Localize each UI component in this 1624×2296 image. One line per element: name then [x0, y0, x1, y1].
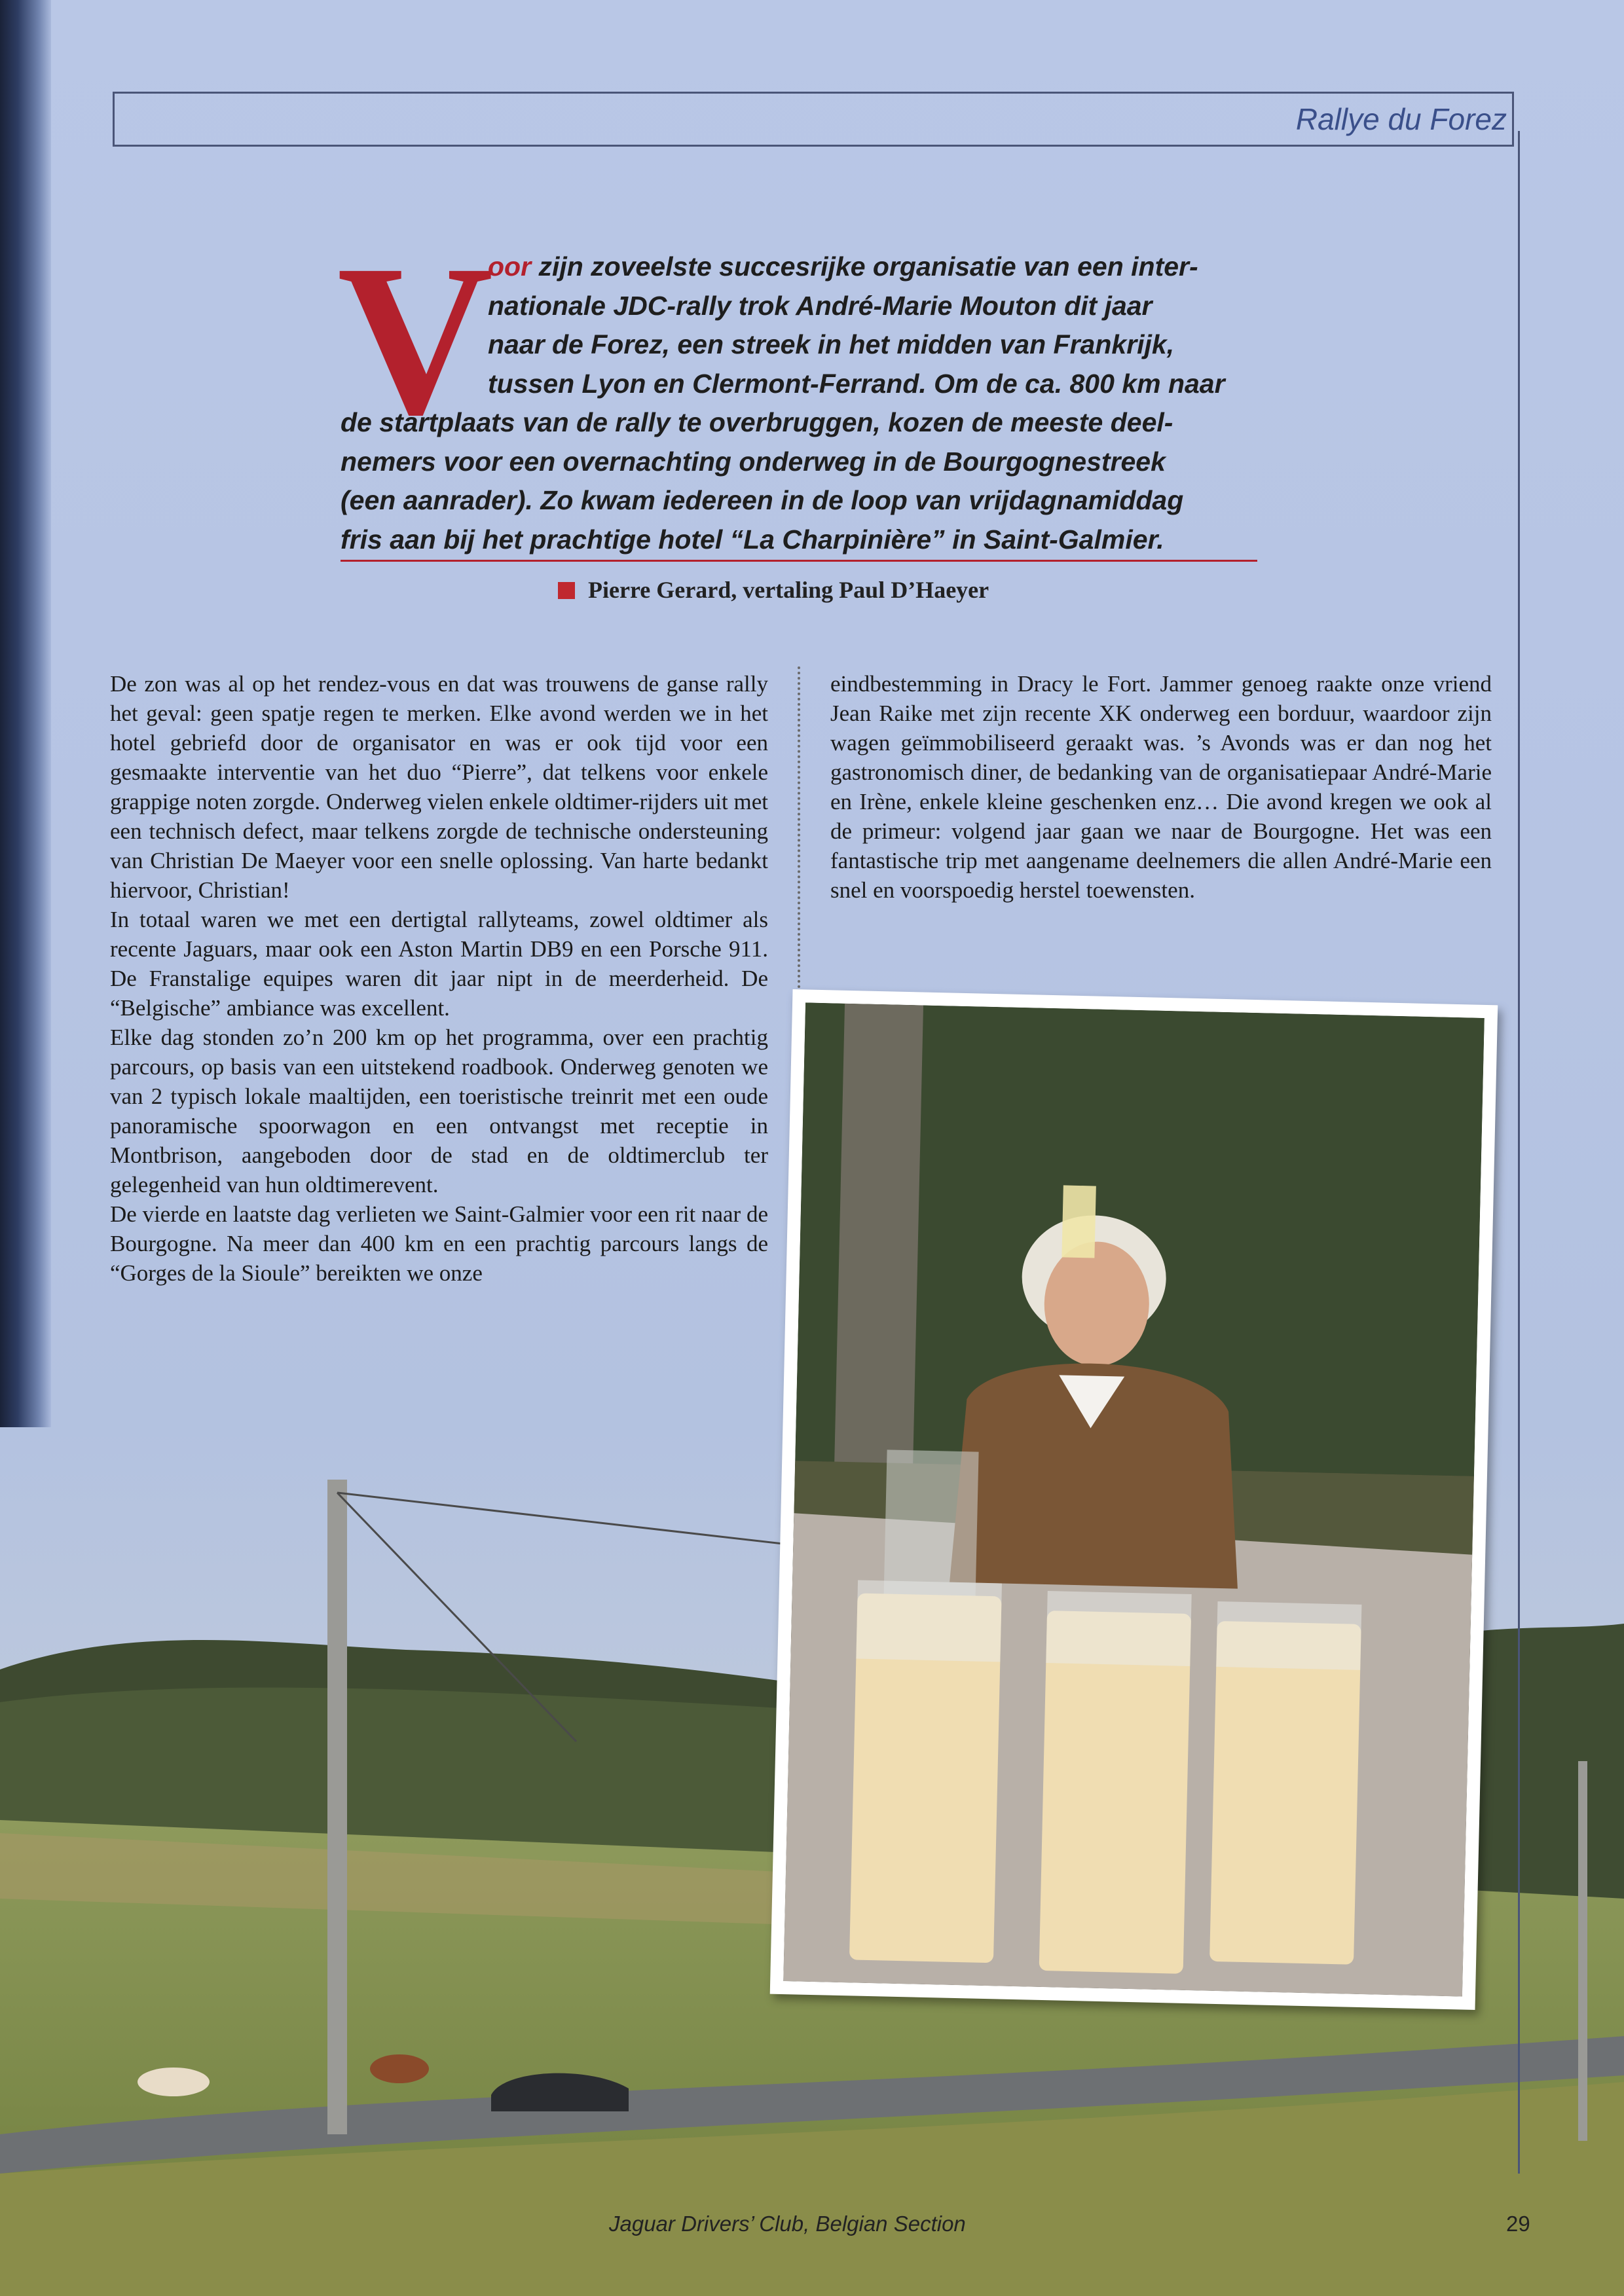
byline-text: Pierre Gerard, vertaling Paul D’Haeyer [588, 577, 989, 603]
byline-bullet-icon [558, 582, 575, 599]
intro-divider [341, 560, 1257, 562]
body-column-2 [830, 669, 1492, 905]
section-title: Rallye du Forez [1295, 102, 1507, 136]
intro-line: tussen Lyon en Clermont-Ferrand. Om de ca. 800 km naar [488, 368, 1225, 399]
page-number: 29 [1506, 2212, 1530, 2236]
footer-publication: Jaguar Drivers’ Club, Belgian Section [609, 2212, 966, 2236]
intro-first-word: oor [488, 251, 532, 282]
intro-paragraph [341, 247, 1257, 559]
intro-line: oor zijn zoveelste succesrijke organisatie van een inter- [488, 251, 1198, 282]
paragraph: De vierde en laatste dag verlieten we Saint-Galmier voor een rit naar de Bourgogne. Na meer dan 400 km en een prachtig parcours langs de “Gorges de la Sioule” bereikten we onze [110, 1201, 768, 1286]
intro-line: de startplaats van de rally te overbruggen, kozen de meeste deel- [341, 407, 1173, 437]
byline [558, 576, 989, 604]
drop-cap: V [337, 221, 494, 460]
intro-line: fris aan bij het prachtige hotel “La Charpinière” in Saint-Galmier. [341, 524, 1164, 555]
frame-right-rule [1518, 131, 1520, 2174]
paragraph: Elke dag stonden zo’n 200 km op het programma, over een prachtig parcours, op basis van een uitstekend roadbook. Onderweg genoten we van 2 typisch lokale maaltijden, een toeristische treinrit met een oude panoramische spoorwagon en een ontvangst met receptie in Montbrison, aangeboden door de stad en de oldtimerclub ter gelegenheid van hun oldtimerevent. [110, 1025, 768, 1197]
section-header-box [113, 92, 1514, 147]
intro-line: (een aanrader). Zo kwam iedereen in de loop van vrijdagnamiddag [341, 485, 1184, 515]
body-column-1 [110, 669, 768, 1288]
intro-line: naar de Forez, een streek in het midden van Frankrijk, [488, 329, 1175, 359]
inset-photo [770, 989, 1498, 2010]
paragraph: eindbestemming in Dracy le Fort. Jammer genoeg raakte onze vriend Jean Raike met zijn recente XK onderweg een borduur, waardoor zijn wagen geïmmobiliseerd geraakt was. ’s Avonds was er dan nog het gastronomisch diner, de bedanking van de organisatiepaar André-Marie en Irène, enkele kleine geschenken enz… Die avond kregen we ook al de primeur: volgend jaar gaan we naar de Bourgogne. Het was een fantastische trip met aangename deelnemers die allen André-Marie een snel en voorspoedig herstel toewensten. [830, 671, 1492, 903]
paragraph: De zon was al op het rendez-vous en dat was trouwens de ganse rally het geval: geen spatje regen te merken. Elke avond werden we in het hotel gebriefd door de organisator en was er ook tijd voor een gesmaakte interventie van het duo “Pierre”, dat telkens voor enkele grappige noten zorgde. Onderweg vielen enkele oldtimer-rijders uit met een technisch defect, maar telkens zorgde de technische ondersteuning van Christian De Maeyer voor een snelle oplossing. Van harte bedankt hiervoor, Christian! [110, 671, 768, 903]
intro-line: nationale JDC-rally trok André-Marie Mouton dit jaar [488, 290, 1153, 321]
intro-line: nemers voor een overnachting onderweg in de Bourgognestreek [341, 446, 1166, 477]
paragraph: In totaal waren we met een dertigtal rallyteams, zowel oldtimer als recente Jaguars, maar ook een Aston Martin DB9 en een Porsche 911. De Franstalige equipes waren dit jaar nipt in de meerderheid. De “Belgische” ambiance was excellent. [110, 907, 768, 1021]
toast-photo-image [783, 1002, 1485, 1996]
